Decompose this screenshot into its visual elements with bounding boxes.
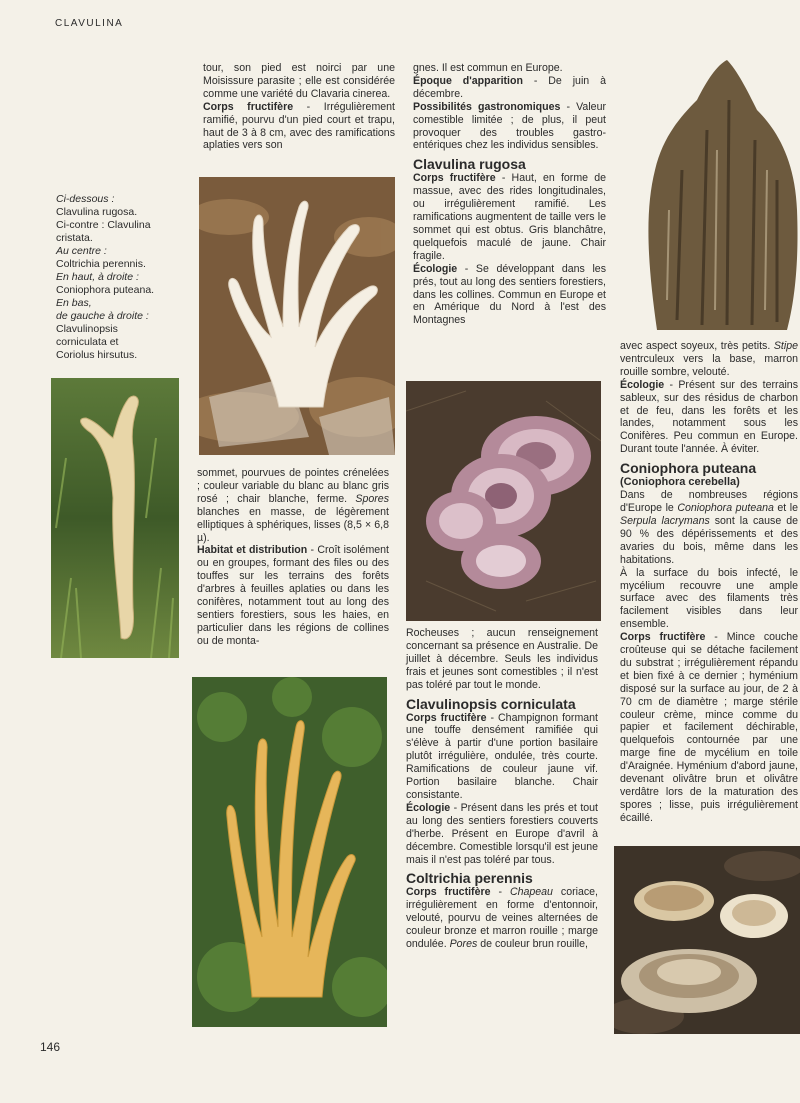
species-synonym: (Coniophora cerebella) [620,476,740,489]
text: - Champignon formant une touffe densément ramifiée qui s'élève à partir d'une portion basilaire plutôt irrégulière, ondulée, très courte. Ramifications de couleur jaune vif. Portion basilaire blanche. Chair consistante. [406,711,598,801]
text: Serpula lacrymans [620,514,710,527]
section-label: Époque d'apparition [413,74,523,87]
text: sommet, pourvues de pointes crénelées ; couleur variable du blanc au blanc gris rosé ; chair blanche, ferme. [197,467,389,505]
text: ventrculeux vers la base, marron rouille sombre, velouté. [620,352,798,378]
col4-text [620,340,798,825]
section-label: Écologie [620,378,665,391]
caption-line: corniculata et [56,336,119,348]
photo-clavulina-rugosa [51,378,179,658]
photo-coriolus-hirsutus [614,846,800,1034]
text: - De juin à décembre. [413,74,606,100]
text: À la surface du bois infecté, le mycélium recouvre une ample surface avec des filaments très facilement visibles dans leur ensemble. [620,566,798,631]
text: - Valeur comestible limitée ; de plus, il peut provoquer des troubles gastro-entériques chez les individus sensibles. [413,100,606,152]
caption-line: Coriolus hirsutus. [56,349,138,361]
species-heading: Clavulinopsis corniculata [406,695,576,712]
text: Stipe [773,340,798,352]
running-header: CLAVULINA [55,18,124,29]
col2-top-text [203,62,395,152]
photo-clavulina-cristata [199,177,395,455]
caption-line: Au centre : [56,245,107,257]
caption-line: Coltrichia perennis. [56,258,146,270]
section-label: Corps fructifère [406,886,491,899]
photo-caption [56,193,184,362]
caption-line: Ci-dessous : [56,193,115,205]
text: - Croît isolément ou en groupes, formant des files ou des touffes sur les terrains des forêts d'arbres à feuilles aplaties ou dans les conifères, notamment tout au long des sentiers forestiers, sous les haies, en particulier dans les régions de collines ou de monta- [197,544,389,647]
text: - Présent sur des terrains sableux, sur des résidus de charbon et de feu, dans les forêts et les landes, notamment sous les Conifères. Peu commun en Europe. Durant toute l'année. À éviter. [620,378,798,456]
text: - Mince couche croûteuse qui se détache facilement du substrat ; irrégulièrement répandu et bien fixé à ce dernier ; hyménium disposé sur la surface au jour, de 2 à 70 cm de diamètre ; marge stérile couleur crème, mince comme du papier et facilement déchirable, quelquefois contournée par une marge fine de mycélium en toile d'Araignée. Hyménium d'abord jaune, devenant olivâtre brun et olivâtre verdâtre lors de la maturation des spores ; lisse, puis irrégulièrement écaillé. [620,631,798,824]
section-label: Possibilités gastronomiques [413,100,561,113]
text: coriace, irrégulièrement en forme d'entonnoir, velouté, pourvu de veines alternées de couleur bronze et marron rouille ; marge ondulée. [406,886,599,951]
text: Pores [449,938,478,951]
section-label: Corps fructifère [413,172,496,185]
text: avec aspect soyeux, très petits. [620,340,774,352]
text: - Présent dans les prés et tout au long des sentiers forestiers couverts d'herbe. Présent en Europe d'avril à décembre. Comestible lorsqu'il est jeune mais il n'est pas toléré par tous. [406,801,598,866]
text: gnes. Il est commun en Europe. [413,62,563,74]
section-label: Écologie [406,801,451,814]
text: Coniophora puteana [677,502,774,515]
text: Chapeau [509,886,553,899]
text: de couleur brun rouille, [477,938,588,951]
text: - Irrégulièrement ramifié, pourvu d'un pied court et trapu, haut de 3 à 8 cm, avec des ramifications aplaties vers son [203,100,395,152]
caption-line: de gauche à droite : [56,310,149,322]
text: Rocheuses ; aucun renseignement concernant sa présence en Australie. De juillet à décembre. Seuls les individus frais et jeunes sont comestibles ; il n'est pas toléré par tout le monde. [406,627,598,691]
caption-line: Clavulinopsis [56,323,118,335]
text: - Se développant dans les prés, tout au long des sentiers forestiers, dans les collines. Commun en Europe et en Amérique du Nord à l'est des Montagnes [413,262,606,327]
text: - Haut, en forme de massue, avec des rides longitudinales, ou irrégulièrement ramifié. Les ramifications augmentent de taille vers le sommet qui est obtus. Gris blanchâtre, quelquefois maculé de jaune. Chair fragile. [413,172,606,262]
text: - [490,886,510,899]
caption-line: En bas, [56,297,92,309]
text: tour, son pied est noirci par une Moisissure parasite ; elle est considérée comme une variété du Clavaria cinerea. [203,62,395,100]
col3-top-text [413,62,606,327]
text: Spores [355,492,389,505]
section-label: Habitat et distribution [197,544,308,557]
photo-coniophora-puteana [637,60,800,332]
col2-mid-text [197,467,389,648]
caption-line: En haut, à droite : [56,271,139,283]
page-number: 146 [40,1040,61,1054]
col3-mid-text [406,627,598,951]
species-heading: Clavulina rugosa [413,156,526,173]
caption-line: Ci-contre : Clavulina [56,219,151,231]
caption-line: Coniophora puteana. [56,284,155,296]
species-heading: Coniophora puteana [620,460,757,477]
section-label: Corps fructifère [203,100,294,113]
text: sont la cause de 90 % des dépérissements et des avaries du bois, même dans les habitations. [620,514,798,566]
species-heading: Coltrichia perennis [406,870,533,887]
caption-line: cristata. [56,232,93,244]
text: et le [773,502,798,515]
photo-clavulinopsis-corniculata [192,677,387,1027]
section-label: Écologie [413,262,458,275]
text: Dans de nombreuses régions d'Europe le [620,489,798,515]
text: blanches en masse, de légèrement elliptiques à sphériques, lisses (8,5 × 6,8 µ). [197,505,389,544]
section-label: Corps fructifère [406,711,487,724]
section-label: Corps fructifère [620,631,706,644]
caption-line: Clavulina rugosa. [56,206,138,218]
photo-coltrichia-perennis [406,381,601,621]
